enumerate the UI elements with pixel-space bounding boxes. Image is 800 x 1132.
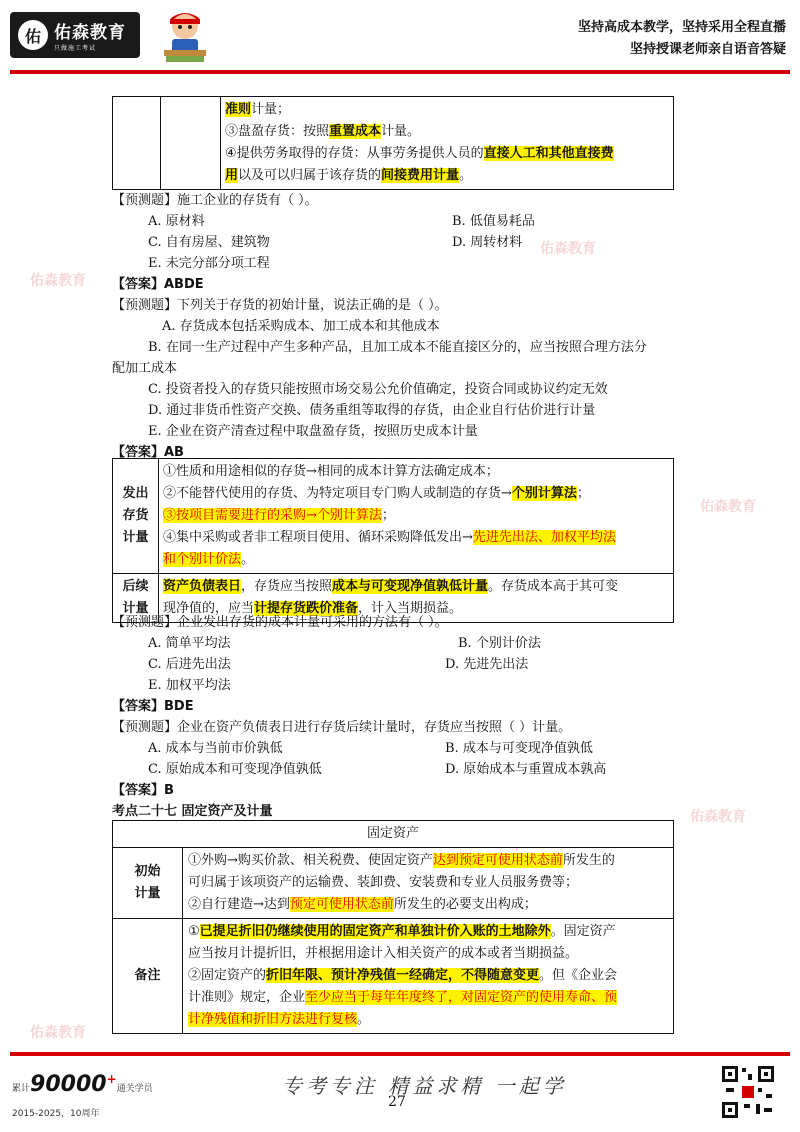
option: D. 通过非货币性资产交换、债务重组等取得的存货，由企业自行估价进行计量 — [148, 403, 596, 418]
option: D. 先进先出法 — [445, 657, 529, 672]
text: ②自行建造→达到 — [188, 897, 290, 912]
slogan-line-1: 坚持高成本教学，坚持采用全程直播 — [577, 20, 786, 35]
text: ④集中采购或者非工程项目使用、循环采购降低发出→ — [163, 530, 473, 545]
option: B. 在同一生产过程中产生多种产品，且加工成本不能直接区分的，应当按照合理方法分 — [148, 340, 647, 355]
text: ； — [576, 486, 590, 501]
text: 。 — [241, 552, 255, 567]
option: A. 原材料 — [148, 214, 205, 229]
answer: 【答案】B — [112, 783, 174, 798]
student-count — [12, 1072, 153, 1097]
table-cell — [113, 97, 161, 190]
text: 计量。 — [381, 124, 421, 139]
table-cell — [221, 97, 674, 190]
inventory-measurement-table — [112, 458, 674, 623]
watermark: 佑森教育 — [690, 809, 746, 825]
text: ① — [188, 924, 200, 939]
option: D. 原始成本与重置成本孰高 — [445, 762, 607, 777]
section-title: 考点二十七 固定资产及计量 — [112, 804, 273, 819]
text: 计量； — [251, 102, 291, 117]
highlight-text: 成本与可变现净值孰低计量 — [332, 579, 489, 594]
option: E. 企业在资产清查过程中取盘盈存货，按照历史成本计量 — [148, 424, 478, 439]
option: B. 低值易耗品 — [452, 214, 535, 229]
text: 。 — [459, 168, 473, 183]
highlight-text: 用 — [225, 168, 239, 183]
fixed-assets-table — [112, 820, 674, 1034]
option: 配加工成本 — [112, 361, 178, 376]
highlight-text: 至少应当于每年年度终了，对固定资产的使用寿命、预 — [305, 990, 618, 1005]
highlight-text: 和个别计价法 — [163, 552, 242, 567]
highlight-text: 资产负债表日 — [163, 579, 242, 594]
page-header — [0, 0, 800, 75]
text: ，存货应当按照 — [241, 579, 333, 594]
question-stem: 【预测题】下列关于存货的初始计量，说法正确的是（ ）。 — [112, 298, 448, 313]
text: 应当按月计提折旧，并根据用途计入相关资产的成本或者当期损益。 — [188, 946, 579, 961]
count-suffix: 通关学员 — [116, 1084, 153, 1094]
highlight-text: 个别计算法 — [511, 486, 577, 501]
option: C. 后进先出法 — [148, 657, 231, 672]
row-label — [113, 459, 159, 574]
option: A. 简单平均法 — [148, 636, 231, 651]
footer-motto: 专考专注 精益求精 一起学 — [282, 1074, 567, 1098]
watermark: 佑森教育 — [700, 499, 756, 515]
answer: 【答案】AB — [112, 445, 184, 460]
answer: 【答案】BDE — [112, 699, 194, 714]
footer-divider — [10, 1052, 790, 1056]
text: ，计入当期损益。 — [358, 601, 463, 616]
highlight-text: 计提存货跌价准备 — [254, 601, 359, 616]
highlight-text: 间接费用计量 — [381, 168, 460, 183]
highlight-text: 直接人工和其他直接费 — [483, 146, 614, 161]
text: 以及可以归属于该存货的 — [238, 168, 382, 183]
count-prefix: 累计 — [12, 1084, 31, 1094]
option: A. 存货成本包括采购成本、加工成本和其他成本 — [162, 319, 440, 334]
inventory-initial-table-continued — [112, 96, 674, 190]
option: C. 自有房屋、建筑物 — [148, 235, 270, 250]
text: ； — [381, 508, 395, 523]
option: C. 原始成本和可变现净值孰低 — [148, 762, 322, 777]
table-cell — [161, 97, 221, 190]
table-cell — [183, 848, 674, 919]
text: 。存货成本高于其可变 — [488, 579, 619, 594]
text: 所发生的必要支出构成； — [393, 897, 537, 912]
page-number: 27 — [388, 1094, 406, 1110]
table-cell — [159, 459, 674, 574]
highlight-text: 重置成本 — [329, 124, 382, 139]
text: 可归属于该项资产的运输费、装卸费、安装费和专业人员服务费等； — [188, 875, 579, 890]
watermark: 佑森教育 — [30, 273, 86, 289]
header-divider — [10, 70, 790, 74]
row-label — [113, 848, 183, 919]
row-label-text: 初始计量 — [134, 864, 161, 901]
table-header: 固定资产 — [113, 821, 674, 848]
text: 所发生的 — [562, 853, 615, 868]
qr-code-icon — [720, 1064, 776, 1120]
text: ②不能替代使用的存货、为特定项目专门购人或制造的存货→ — [163, 486, 512, 501]
option: E. 加权平均法 — [148, 678, 231, 693]
count-plus: + — [106, 1072, 117, 1086]
text: 。固定资产 — [550, 924, 616, 939]
question-stem: 【预测题】企业发出存货的成本计量可采用的方法有（ ）。 — [112, 615, 448, 630]
text: ④提供劳务取得的存货：从事劳务提供人员的 — [225, 146, 484, 161]
text: 。 — [357, 1012, 371, 1027]
highlight-text: 已提足折旧仍继续使用的固定资产和单独计价入账的土地除外 — [199, 924, 551, 939]
watermark: 佑森教育 — [30, 1025, 86, 1041]
question-stem: 【预测题】企业在资产负债表日进行存货后续计量时，存货应当按照（ ）计量。 — [112, 720, 572, 735]
option: E. 未完分部分项工程 — [148, 256, 270, 271]
highlight-text: 折旧年限、预计净残值一经确定，不得随意变更 — [266, 968, 540, 983]
highlight-text: 准则 — [225, 102, 252, 117]
answer: 【答案】ABDE — [112, 277, 204, 292]
highlight-text: ③按项目需要进行的采购→个别计算法 — [163, 508, 382, 523]
text: 现净值的，应当 — [163, 601, 255, 616]
logo-mark-icon: 佑 — [18, 20, 48, 50]
logo-name: 佑森教育 — [54, 23, 126, 43]
brand-logo — [10, 12, 140, 58]
row-label-text: 发出存货计量 — [122, 486, 149, 545]
text: 计准则》规定，企业 — [188, 990, 306, 1005]
watermark: 佑森教育 — [540, 241, 596, 257]
option: A. 成本与当前市价孰低 — [148, 741, 283, 756]
highlight-text: 预定可使用状态前 — [289, 897, 394, 912]
text: 。但《企业会 — [539, 968, 618, 983]
highlight-text: 达到预定可使用状态前 — [432, 853, 563, 868]
option: C. 投资者投入的存货只能按照市场交易公允价值确定，投资合同或协议约定无效 — [148, 382, 608, 397]
count-number: 90000 — [30, 1072, 107, 1097]
row-label: 备注 — [113, 919, 183, 1034]
mascot-icon — [160, 8, 210, 66]
anniversary-years: 2015-2025，10周年 — [12, 1109, 100, 1119]
text: ②固定资产的 — [188, 968, 267, 983]
table-cell — [183, 919, 674, 1034]
logo-subtitle: 只做施工考试 — [54, 45, 97, 52]
row-label-text: 后续计量 — [122, 579, 149, 616]
option: B. 成本与可变现净值孰低 — [445, 741, 593, 756]
text: ③盘盈存货：按照 — [225, 124, 330, 139]
option: B. 个别计价法 — [458, 636, 541, 651]
slogan-line-2: 坚持授课老师亲自语音答疑 — [629, 42, 786, 57]
option: D. 周转材料 — [452, 235, 523, 250]
text: ①外购→购买价款、相关税费、使固定资产 — [188, 853, 433, 868]
question-stem: 【预测题】施工企业的存货有（ ）。 — [112, 193, 318, 208]
text: ①性质和用途相似的存货→相同的成本计算方法确定成本； — [163, 464, 499, 479]
highlight-text: 计净残值和折旧方法进行复核 — [188, 1012, 358, 1027]
highlight-text: 先进先出法、加权平均法 — [472, 530, 616, 545]
